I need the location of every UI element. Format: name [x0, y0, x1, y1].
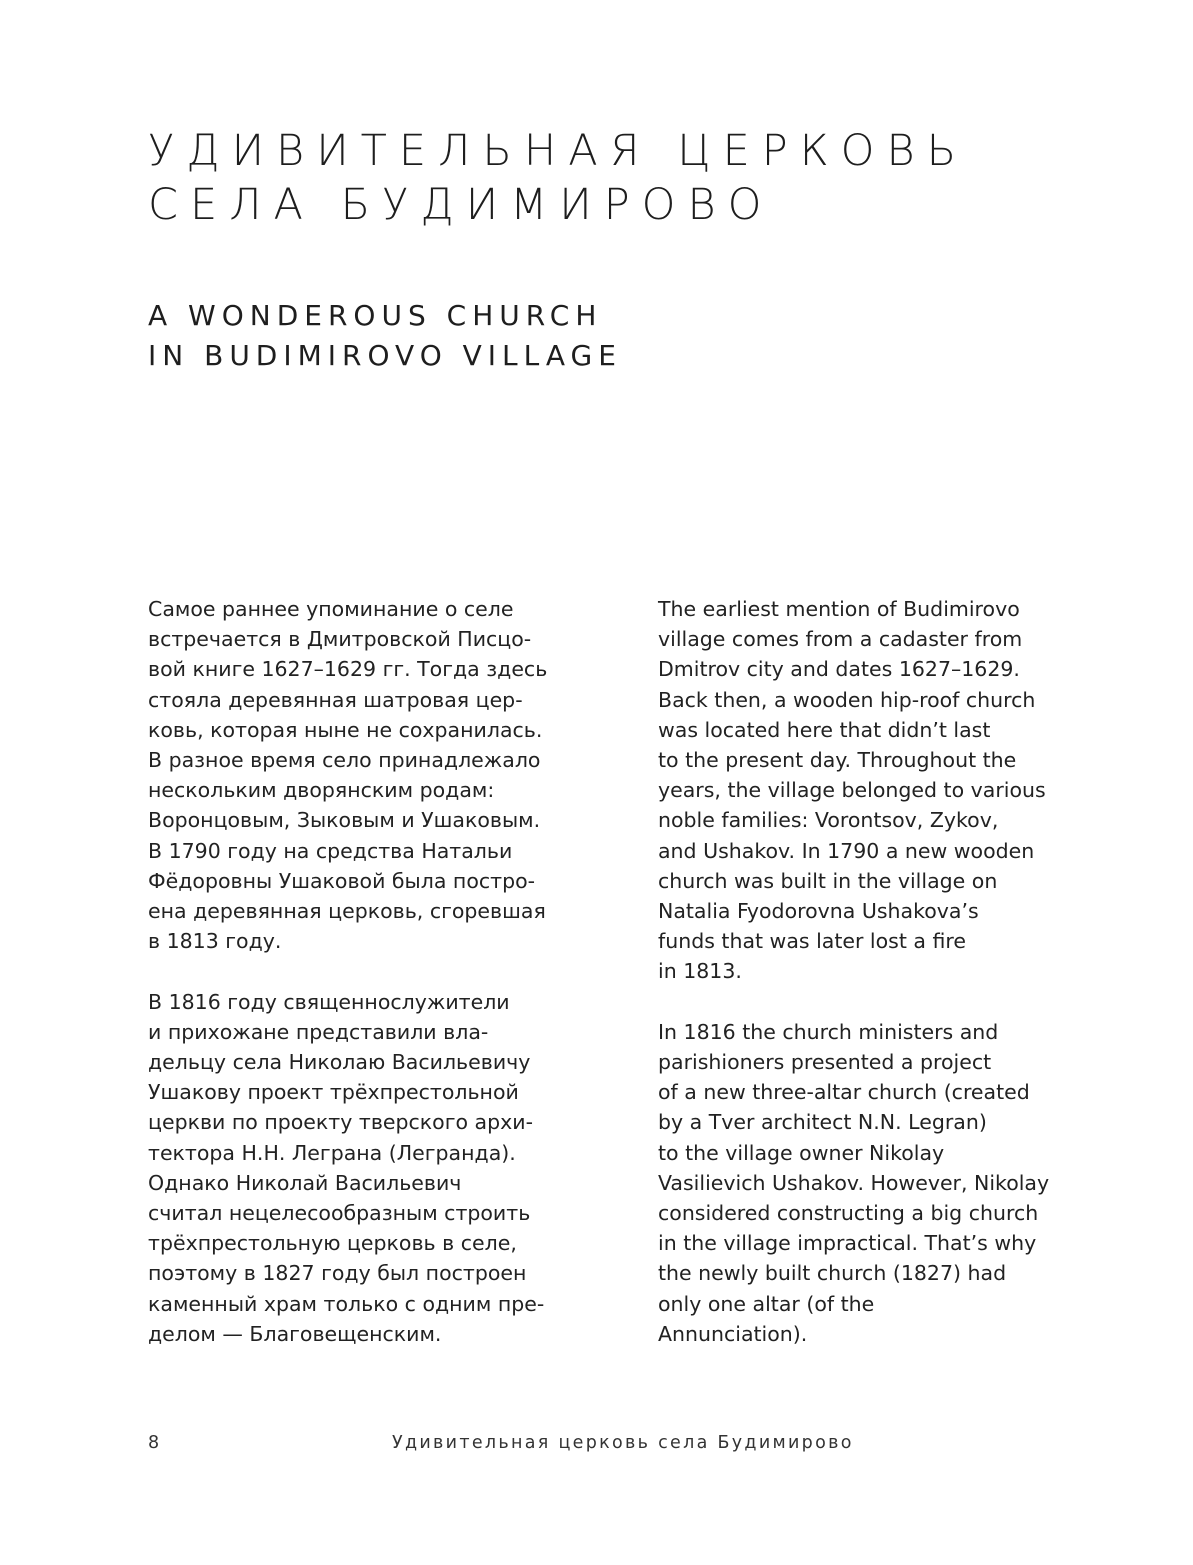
title-en-line-1: A WONDEROUS CHURCH	[148, 299, 603, 332]
text-line: was located here that didn’t last	[658, 717, 991, 742]
text-line: Dmitrov city and dates 1627–1629.	[658, 657, 1020, 682]
title-ru-line-1: УДИВИТЕЛЬНАЯ ЦЕРКОВЬ	[148, 126, 969, 176]
english-text-column	[658, 594, 1108, 1349]
text-line: in 1813.	[658, 959, 742, 984]
text-line: only one altar (of the	[658, 1291, 875, 1316]
text-line: parishioners presented a project	[658, 1050, 992, 1075]
text-line: каменный храм только с одним пре-	[148, 1291, 545, 1316]
text-line: Vasilievich Ushakov. However, Nikolay	[658, 1170, 1050, 1195]
text-line: funds that was later lost a fire	[658, 929, 966, 954]
text-line: вой книге 1627–1629 гг. Тогда здесь	[148, 657, 548, 682]
text-line: дельцу села Николаю Васильевичу	[148, 1050, 531, 1075]
text-line: years, the village belonged to various	[658, 778, 1046, 803]
text-line: стояла деревянная шатровая цер-	[148, 687, 523, 712]
title-en-line-2: IN BUDIMIROVO VILLAGE	[148, 339, 622, 372]
text-line: делом — Благовещенским.	[148, 1321, 442, 1346]
text-line: нескольким дворянским родам:	[148, 778, 495, 803]
text-line: the newly built church (1827) had	[658, 1261, 1007, 1286]
text-line: in the village impractical. That’s why	[658, 1231, 1037, 1256]
text-line: noble families: Vorontsov, Zykov,	[658, 808, 999, 833]
text-line: by a Tver architect N.N. Legran)	[658, 1110, 987, 1135]
page-title-russian	[148, 124, 968, 232]
text-line: тектора Н.Н. Леграна (Легранда).	[148, 1140, 516, 1165]
text-line: considered constructing a big church	[658, 1201, 1039, 1226]
text-line: church was built in the village on	[658, 868, 998, 893]
text-line: церкви по проекту тверского архи-	[148, 1110, 533, 1135]
text-line: In 1816 the church ministers and	[658, 1019, 999, 1044]
page-title-english	[148, 296, 622, 376]
russian-paragraph-2	[148, 987, 598, 1349]
text-line: Ушакову проект трёхпрестольной	[148, 1080, 519, 1105]
text-line: Однако Николай Васильевич	[148, 1170, 462, 1195]
text-line: to the village owner Nikolay	[658, 1140, 945, 1165]
text-line: Самое раннее упоминание о селе	[148, 597, 514, 621]
text-line: встречается в Дмитровской Писцо-	[148, 627, 532, 652]
text-line: считал нецелесообразным строить	[148, 1201, 531, 1226]
russian-text-column	[148, 594, 598, 1349]
title-ru-line-2: СЕЛА БУДИМИРОВО	[148, 180, 774, 230]
text-line: of a new three-altar church (created	[658, 1080, 1030, 1105]
page-number: 8	[148, 1433, 160, 1453]
text-line: В 1790 году на средства Натальи	[148, 838, 513, 863]
text-line: Фёдоровны Ушаковой была постро-	[148, 868, 536, 893]
text-line: в 1813 году.	[148, 929, 282, 954]
running-title: Удивительная церковь села Будимирово	[392, 1433, 854, 1453]
russian-paragraph-1	[148, 594, 598, 956]
english-paragraph-1	[658, 594, 1108, 987]
text-line: ковь, которая ныне не сохранилась.	[148, 717, 543, 742]
text-line: трёхпрестольную церковь в селе,	[148, 1231, 517, 1256]
text-line: Natalia Fyodorovna Ushakova’s	[658, 899, 979, 924]
text-line: Annunciation).	[658, 1321, 808, 1346]
text-line: to the present day. Throughout the	[658, 748, 1017, 773]
text-line: В разное время село принадлежало	[148, 748, 541, 773]
text-line: поэтому в 1827 году был построен	[148, 1261, 527, 1286]
text-line: The earliest mention of Budimirovo	[658, 597, 1020, 621]
text-line: В 1816 году священнослужители	[148, 989, 510, 1014]
text-line: ена деревянная церковь, сгоревшая	[148, 899, 546, 924]
text-line: and Ushakov. In 1790 a new wooden	[658, 838, 1035, 863]
text-line: village comes from a cadaster from	[658, 627, 1023, 652]
english-paragraph-2	[658, 1017, 1108, 1349]
text-line: Back then, a wooden hip-roof church	[658, 687, 1036, 712]
text-line: Воронцовым, Зыковым и Ушаковым.	[148, 808, 541, 833]
text-line: и прихожане представили вла-	[148, 1019, 489, 1044]
